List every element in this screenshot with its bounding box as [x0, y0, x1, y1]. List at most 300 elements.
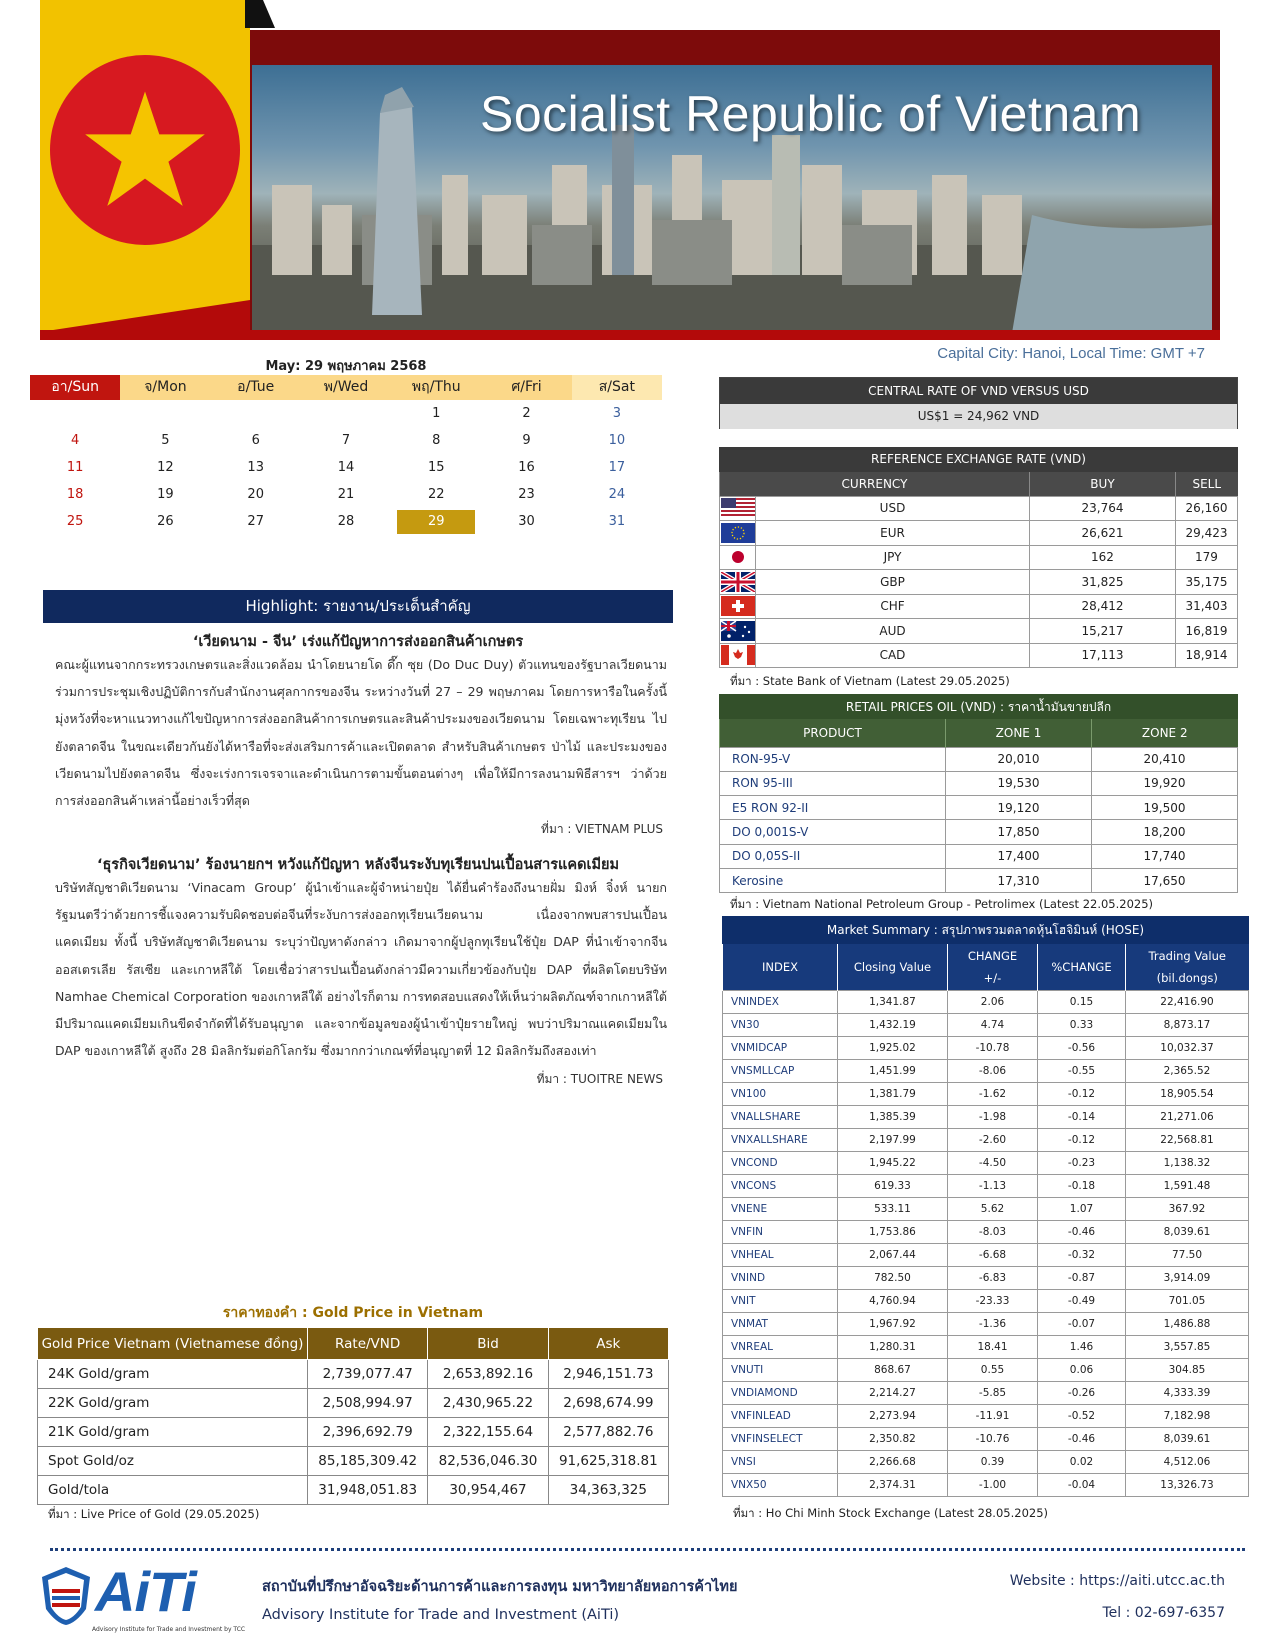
- gold-table-row: [38, 1418, 669, 1447]
- hose-index-name: VNMIDCAP: [723, 1036, 838, 1059]
- hose-cell: -0.07: [1038, 1312, 1126, 1335]
- hose-cell: 2,197.99: [838, 1128, 948, 1151]
- hose-cell: 1,138.32: [1126, 1151, 1249, 1174]
- calendar-day: 19: [157, 487, 174, 502]
- oil-header-zone2: ZONE 2: [1092, 719, 1238, 747]
- hose-cell: 5.62: [948, 1197, 1038, 1220]
- hose-index-name: VNCOND: [723, 1151, 838, 1174]
- telephone-number: Tel : 02-697-6357: [1102, 1605, 1225, 1621]
- fx-flag-cell: [720, 496, 756, 521]
- star-icon: [80, 85, 210, 215]
- hose-cell: -0.56: [1038, 1036, 1126, 1059]
- fx-currency-code: CHF: [756, 594, 1030, 619]
- hose-table-row: [723, 1082, 1249, 1105]
- hose-index-name: VNHEAL: [723, 1243, 838, 1266]
- hose-cell: -10.78: [948, 1036, 1038, 1059]
- gold-price-table: [37, 1327, 669, 1505]
- hose-cell: 2,374.31: [838, 1473, 948, 1496]
- calendar-day: 4: [71, 433, 80, 448]
- gold-cell: 2,577,882.76: [548, 1418, 668, 1447]
- gold-table-header: [38, 1328, 669, 1360]
- hose-cell: -1.00: [948, 1473, 1038, 1496]
- hose-cell: 8,039.61: [1126, 1427, 1249, 1450]
- calendar-day: [211, 400, 301, 427]
- fx-currency-code: USD: [756, 496, 1030, 521]
- fx-flag-cell: [720, 643, 756, 668]
- fx-flag-cell: [720, 570, 756, 595]
- oil-cell: 17,400: [946, 844, 1092, 868]
- fx-buy-rate: 31,825: [1029, 570, 1175, 595]
- calendar-day: 17: [608, 460, 626, 475]
- weekday-tue: อ/Tue: [211, 375, 301, 400]
- fx-table-row: [720, 521, 1238, 546]
- gold-header-ask: Ask: [548, 1328, 668, 1360]
- hose-cell: 2,273.94: [838, 1404, 948, 1427]
- hose-table-header: [723, 944, 1249, 990]
- gold-table-row: [38, 1360, 669, 1389]
- hose-table-row: [723, 1427, 1249, 1450]
- gold-cell: 22K Gold/gram: [38, 1389, 308, 1418]
- gold-cell: 82,536,046.30: [428, 1447, 548, 1476]
- hose-index-name: VNFIN: [723, 1220, 838, 1243]
- hose-cell: 1,753.86: [838, 1220, 948, 1243]
- oil-cell: 19,500: [1092, 796, 1238, 820]
- fx-buy-rate: 28,412: [1029, 594, 1175, 619]
- fx-currency-code: AUD: [756, 619, 1030, 644]
- hose-index-name: VNFINSELECT: [723, 1427, 838, 1450]
- news-source-2: ที่มา : TUOITRE NEWS: [536, 1072, 663, 1086]
- calendar-day: 6: [251, 433, 260, 448]
- calendar-day: 22: [428, 487, 445, 502]
- calendar-day: 16: [518, 460, 535, 475]
- hose-cell: 1,967.92: [838, 1312, 948, 1335]
- hose-cell: -0.49: [1038, 1289, 1126, 1312]
- hose-cell: 1.07: [1038, 1197, 1126, 1220]
- news-body-1: คณะผู้แทนจากกระทรวงเกษตรและสิ่งแวดล้อม นำโดยนายโด ดึ๊ก ซุย (Do Duc Duy) ตัวแทนของรัฐบาลเวียดนาม ร่วมการประชุมเชิงปฏิบัติการกับสำนักงานศุลกากรของจีน ระหว่างวันที่ 27 – 29 พฤษภาคม โดยการหารือในครั้งนี้มุ่งหวังที่จะหาแนวทางแก้ไขปัญหาการส่งออกสินค้าการเกษตรและสินค้าประมงของเวียดนาม โดยเฉพาะทุเรียน ไปยังตลาดจีน ในขณะเดียวกันยังได้หารือที่จะส่งเสริมการค้าและเปิดตลาด สำหรับสินค้าเกษตร ป่าไม้ และประมงของเวียดนามไปยังตลาดจีน ซึ่งจะเร่งการเจรจาและดำเนินการตามขั้นตอนต่างๆ เพื่อให้มีการลงนามพิธีสารฯ ว่าด้วยการส่งออกสินค้าเหล่านี้อย่างเร็วที่สุด: [55, 657, 667, 809]
- fx-buy-rate: 23,764: [1029, 496, 1175, 521]
- gold-price-title: ราคาทองคำ : Gold Price in Vietnam: [222, 1305, 484, 1321]
- oil-cell: Kerosine: [720, 868, 946, 892]
- oil-cell: 20,410: [1092, 747, 1238, 771]
- fx-sell-rate: 31,403: [1175, 594, 1237, 619]
- capital-time-info: Capital City: Hanoi, Local Time: GMT +7: [937, 345, 1205, 362]
- calendar-week: [30, 454, 662, 481]
- hose-index-name: VNINDEX: [723, 990, 838, 1013]
- exchange-rate-title: REFERENCE EXCHANGE RATE (VND): [719, 447, 1238, 472]
- oil-table-row: [720, 844, 1238, 868]
- hose-table-row: [723, 1151, 1249, 1174]
- aiti-logo: AiTi: [95, 1560, 196, 1623]
- organization-name-thai: สถาบันที่ปรึกษาอัจฉริยะด้านการค้าและการลงทุน มหาวิทยาลัยหอการค้าไทย: [262, 1579, 738, 1595]
- hose-header-trading-unit: (bil.dongs): [1156, 970, 1218, 985]
- hose-table-row: [723, 1220, 1249, 1243]
- fx-table-row: [720, 496, 1238, 521]
- calendar-day: 26: [157, 514, 174, 529]
- organization-name-english: Advisory Institute for Trade and Investment (AiTi): [262, 1607, 620, 1623]
- hose-cell: -1.36: [948, 1312, 1038, 1335]
- hose-table-row: [723, 1243, 1249, 1266]
- eu-flag-icon: [721, 523, 755, 543]
- flag-ribbon-fold: [245, 0, 275, 28]
- hose-cell: -0.23: [1038, 1151, 1126, 1174]
- calendar-title: May: 29 พฤษภาคม 2568: [265, 359, 427, 374]
- gold-cell: 2,653,892.16: [428, 1360, 548, 1389]
- fx-currency-code: GBP: [756, 570, 1030, 595]
- oil-source: ที่มา : Vietnam National Petroleum Group - Petrolimex (Latest 22.05.2025): [730, 897, 1154, 911]
- fx-currency-code: EUR: [756, 521, 1030, 546]
- gold-cell: 85,185,309.42: [308, 1447, 428, 1476]
- hose-table-row: [723, 1404, 1249, 1427]
- hose-table-row: [723, 1289, 1249, 1312]
- oil-table-row: [720, 796, 1238, 820]
- calendar-day: 5: [161, 433, 170, 448]
- aiti-logo-tagline: Advisory Institute for Trade and Investment by TCC: [92, 1626, 246, 1633]
- hose-cell: 10,032.37: [1126, 1036, 1249, 1059]
- hose-cell: 367.92: [1126, 1197, 1249, 1220]
- fx-sell-rate: 29,423: [1175, 521, 1237, 546]
- oil-price-section: [719, 694, 1238, 893]
- us-flag-icon: [721, 498, 755, 518]
- hose-header-change: [948, 944, 1038, 990]
- weekday-mon: จ/Mon: [120, 375, 210, 400]
- oil-header-product: PRODUCT: [720, 719, 946, 747]
- oil-table-row: [720, 771, 1238, 795]
- hose-cell: 868.67: [838, 1358, 948, 1381]
- gold-cell: Spot Gold/oz: [38, 1447, 308, 1476]
- hose-table-row: [723, 990, 1249, 1013]
- gold-cell: 2,946,151.73: [548, 1360, 668, 1389]
- hose-cell: -6.83: [948, 1266, 1038, 1289]
- hose-cell: 1,486.88: [1126, 1312, 1249, 1335]
- hose-table-row: [723, 1128, 1249, 1151]
- hose-index-name: VN100: [723, 1082, 838, 1105]
- hose-cell: 3,914.09: [1126, 1266, 1249, 1289]
- university-emblem-icon: [40, 1565, 92, 1627]
- hose-cell: -0.04: [1038, 1473, 1126, 1496]
- hose-cell: 0.06: [1038, 1358, 1126, 1381]
- hose-cell: -0.46: [1038, 1220, 1126, 1243]
- gold-table-row: [38, 1447, 669, 1476]
- calendar-day-today: 29: [397, 510, 475, 534]
- fx-buy-rate: 26,621: [1029, 521, 1175, 546]
- hose-cell: 8,039.61: [1126, 1220, 1249, 1243]
- central-rate-box: [719, 377, 1238, 429]
- hose-header-closing: Closing Value: [838, 944, 948, 990]
- weekday-thu: พฤ/Thu: [391, 375, 481, 400]
- hose-cell: 701.05: [1126, 1289, 1249, 1312]
- weekday-fri: ศ/Fri: [481, 375, 571, 400]
- fx-currency-code: JPY: [756, 545, 1030, 570]
- gold-cell: 31,948,051.83: [308, 1476, 428, 1505]
- hose-cell: 1,341.87: [838, 990, 948, 1013]
- gold-header-type: Gold Price Vietnam (Vietnamese đồng): [38, 1328, 308, 1360]
- gold-table-row: [38, 1389, 669, 1418]
- oil-cell: E5 RON 92-II: [720, 796, 946, 820]
- hose-cell: 2,266.68: [838, 1450, 948, 1473]
- calendar-day: [120, 400, 210, 427]
- hose-cell: 22,568.81: [1126, 1128, 1249, 1151]
- calendar: [30, 355, 662, 535]
- hose-cell: 1,925.02: [838, 1036, 948, 1059]
- calendar-day: 3: [612, 406, 621, 421]
- hose-cell: -0.32: [1038, 1243, 1126, 1266]
- hose-index-name: VNDIAMOND: [723, 1381, 838, 1404]
- calendar-day: 11: [66, 460, 84, 475]
- calendar-day: [301, 400, 391, 427]
- gold-header-bid: Bid: [428, 1328, 548, 1360]
- page-title: Socialist Republic of Vietnam: [480, 86, 1142, 142]
- oil-cell: 19,920: [1092, 771, 1238, 795]
- hose-cell: -8.06: [948, 1059, 1038, 1082]
- calendar-day: 30: [518, 514, 535, 529]
- calendar-day: 14: [337, 460, 355, 475]
- gold-cell: 34,363,325: [548, 1476, 668, 1505]
- hose-cell: 4,760.94: [838, 1289, 948, 1312]
- weekday-sun: อา/Sun: [30, 375, 120, 400]
- hose-cell: 21,271.06: [1126, 1105, 1249, 1128]
- hose-table-row: [723, 1312, 1249, 1335]
- oil-cell: 20,010: [946, 747, 1092, 771]
- fx-sell-rate: 16,819: [1175, 619, 1237, 644]
- hose-cell: -1.62: [948, 1082, 1038, 1105]
- hose-cell: -5.85: [948, 1381, 1038, 1404]
- hose-cell: -0.12: [1038, 1128, 1126, 1151]
- hose-cell: 2.06: [948, 990, 1038, 1013]
- hose-table-row: [723, 1266, 1249, 1289]
- gold-cell: 21K Gold/gram: [38, 1418, 308, 1447]
- calendar-week: [30, 400, 662, 427]
- uk-flag-icon: [721, 572, 755, 592]
- fx-table-row: [720, 594, 1238, 619]
- hose-cell: -0.52: [1038, 1404, 1126, 1427]
- oil-price-table: [719, 719, 1238, 893]
- fx-header-sell: SELL: [1175, 472, 1237, 496]
- fx-currency-code: CAD: [756, 643, 1030, 668]
- hose-cell: 3,557.85: [1126, 1335, 1249, 1358]
- weekday-wed: พ/Wed: [301, 375, 391, 400]
- fx-buy-rate: 162: [1029, 545, 1175, 570]
- hose-index-name: VNFINLEAD: [723, 1404, 838, 1427]
- hose-index-name: VNUTI: [723, 1358, 838, 1381]
- hose-cell: -4.50: [948, 1151, 1038, 1174]
- gold-cell: 2,322,155.64: [428, 1418, 548, 1447]
- oil-cell: DO 0,05S-II: [720, 844, 946, 868]
- news-source-1: ที่มา : VIETNAM PLUS: [541, 822, 663, 836]
- hose-header-index: INDEX: [723, 944, 838, 990]
- exchange-rate-section: [719, 447, 1238, 668]
- hose-index-name: VNXALLSHARE: [723, 1128, 838, 1151]
- calendar-day: 15: [428, 460, 445, 475]
- oil-header-zone1: ZONE 1: [946, 719, 1092, 747]
- gold-cell: 91,625,318.81: [548, 1447, 668, 1476]
- fx-sell-rate: 26,160: [1175, 496, 1237, 521]
- hose-cell: -0.55: [1038, 1059, 1126, 1082]
- gold-header-rate: Rate/VND: [308, 1328, 428, 1360]
- hose-cell: -0.26: [1038, 1381, 1126, 1404]
- calendar-week: [30, 481, 662, 508]
- fx-table-row: [720, 545, 1238, 570]
- ch-flag-icon: [721, 596, 755, 616]
- central-rate-title: CENTRAL RATE OF VND VERSUS USD: [720, 378, 1237, 404]
- gold-cell: 2,508,994.97: [308, 1389, 428, 1418]
- hose-cell: 0.15: [1038, 990, 1126, 1013]
- oil-cell: RON 95-III: [720, 771, 946, 795]
- hose-cell: -2.60: [948, 1128, 1038, 1151]
- hose-index-name: VNMAT: [723, 1312, 838, 1335]
- hose-cell: 13,326.73: [1126, 1473, 1249, 1496]
- hose-cell: 0.33: [1038, 1013, 1126, 1036]
- news-title-1: ‘เวียดนาม - จีน’ เร่งแก้ปัญหาการส่งออกสินค้าเกษตร: [192, 634, 524, 650]
- calendar-days: [30, 400, 662, 535]
- calendar-day: 1: [432, 406, 441, 421]
- hose-cell: 1,381.79: [838, 1082, 948, 1105]
- hose-cell: -1.13: [948, 1174, 1038, 1197]
- gold-source: ที่มา : Live Price of Gold (29.05.2025): [48, 1507, 260, 1521]
- hose-cell: -0.46: [1038, 1427, 1126, 1450]
- hose-table-row: [723, 1013, 1249, 1036]
- fx-table-row: [720, 570, 1238, 595]
- hose-cell: 782.50: [838, 1266, 948, 1289]
- hose-index-name: VNSMLLCAP: [723, 1059, 838, 1082]
- calendar-week: [30, 427, 662, 454]
- hose-table-row: [723, 1450, 1249, 1473]
- hose-index-name: VNALLSHARE: [723, 1105, 838, 1128]
- hose-cell: 0.55: [948, 1358, 1038, 1381]
- hose-cell: -6.68: [948, 1243, 1038, 1266]
- weekday-sat: ส/Sat: [572, 375, 662, 400]
- calendar-day: 7: [341, 433, 351, 448]
- hose-cell: 8,873.17: [1126, 1013, 1249, 1036]
- hose-cell: 1,432.19: [838, 1013, 948, 1036]
- fx-buy-rate: 15,217: [1029, 619, 1175, 644]
- hose-cell: 2,214.27: [838, 1381, 948, 1404]
- oil-cell: 19,120: [946, 796, 1092, 820]
- header-banner: [0, 0, 1275, 345]
- hose-index-name: VNENE: [723, 1197, 838, 1220]
- fx-table-row: [720, 619, 1238, 644]
- fx-header-buy: BUY: [1029, 472, 1175, 496]
- highlight-header: Highlight: รายงาน/ประเด็นสำคัญ: [43, 590, 673, 623]
- oil-price-title: RETAIL PRICES OIL (VND) : ราคาน้ำมันขายปลีก: [719, 694, 1238, 719]
- calendar-weekday-header: [30, 375, 662, 400]
- calendar-day: 18: [66, 487, 84, 502]
- fx-table-row: [720, 643, 1238, 668]
- gold-cell: 2,739,077.47: [308, 1360, 428, 1389]
- oil-cell: 19,530: [946, 771, 1092, 795]
- fx-header-currency: CURRENCY: [720, 472, 1030, 496]
- fx-table-header: [720, 472, 1238, 496]
- hose-cell: -0.12: [1038, 1082, 1126, 1105]
- hose-cell: 304.85: [1126, 1358, 1249, 1381]
- oil-cell: DO 0,001S-V: [720, 820, 946, 844]
- fx-sell-rate: 35,175: [1175, 570, 1237, 595]
- hose-index-name: VNX50: [723, 1473, 838, 1496]
- hose-cell: 1,591.48: [1126, 1174, 1249, 1197]
- oil-cell: RON-95-V: [720, 747, 946, 771]
- jp-flag-icon: [721, 547, 755, 567]
- hose-cell: -11.91: [948, 1404, 1038, 1427]
- oil-table-row: [720, 747, 1238, 771]
- gold-cell: Gold/tola: [38, 1476, 308, 1505]
- fx-flag-cell: [720, 545, 756, 570]
- calendar-day: 2: [522, 406, 531, 421]
- hose-cell: 1,280.31: [838, 1335, 948, 1358]
- calendar-day: [30, 400, 120, 427]
- news-title-2: ‘ธุรกิจเวียดนาม’ ร้องนายกฯ หวังแก้ปัญหา หลังจีนระงับทุเรียนปนเปื้อนสารแคดเมียม: [96, 857, 620, 873]
- oil-cell: 17,310: [946, 868, 1092, 892]
- hose-cell: -1.98: [948, 1105, 1038, 1128]
- hose-header-trading-label: Trading Value: [1148, 948, 1226, 963]
- hose-header-trading: [1126, 944, 1249, 990]
- hose-cell: -0.18: [1038, 1174, 1126, 1197]
- hose-cell: 1.46: [1038, 1335, 1126, 1358]
- market-summary-title: Market Summary : สรุปภาพรวมตลาดหุ้นโฮจิมินห์ (HOSE): [722, 916, 1249, 944]
- calendar-week: [30, 508, 662, 535]
- au-flag-icon: [721, 621, 755, 641]
- oil-cell: 17,850: [946, 820, 1092, 844]
- hose-cell: 2,365.52: [1126, 1059, 1249, 1082]
- calendar-day: 20: [247, 487, 264, 502]
- calendar-day: 25: [66, 514, 84, 529]
- gold-cell: 2,396,692.79: [308, 1418, 428, 1447]
- hose-index-name: VNCONS: [723, 1174, 838, 1197]
- gold-cell: 24K Gold/gram: [38, 1360, 308, 1389]
- fx-flag-cell: [720, 619, 756, 644]
- hose-cell: 18.41: [948, 1335, 1038, 1358]
- hose-table-row: [723, 1473, 1249, 1496]
- hose-table-row: [723, 1059, 1249, 1082]
- calendar-day: 27: [247, 514, 264, 529]
- hose-table-row: [723, 1335, 1249, 1358]
- fx-flag-cell: [720, 521, 756, 546]
- oil-cell: 17,740: [1092, 844, 1238, 868]
- oil-cell: 17,650: [1092, 868, 1238, 892]
- hose-header-change-label: CHANGE: [967, 948, 1018, 963]
- hose-table-row: [723, 1036, 1249, 1059]
- calendar-day: 24: [608, 487, 626, 502]
- hose-index-name: VN30: [723, 1013, 838, 1036]
- exchange-rate-table: [719, 472, 1238, 668]
- hose-cell: -8.03: [948, 1220, 1038, 1243]
- hose-table-row: [723, 1174, 1249, 1197]
- hose-cell: 4,512.06: [1126, 1450, 1249, 1473]
- hose-cell: 22,416.90: [1126, 990, 1249, 1013]
- fx-flag-cell: [720, 594, 756, 619]
- hose-index-name: VNIND: [723, 1266, 838, 1289]
- news-body-2: บริษัทสัญชาติเวียดนาม ‘Vinacam Group’ ผู้นำเข้าและผู้จำหน่ายปุ๋ย ได้ยื่นคำร้องถึงนายฝั่ม มิงห์ จิ๋งห์ นายกรัฐมนตรีว่าด้วยการชี้แจงความรับผิดชอบต่อจีนที่ระงับการส่งออกทุเรียนเวียดนาม เนื่องจากพบสารปนเปื้อนแคดเมียม ทั้งนี้ บริษัทสัญชาติเวียดนาม ระบุว่าปัญหาดังกล่าว เกิดมาจากผู้ปลูกทุเรียนใช้ปุ๋ย DAP ที่นำเข้าจากจีน ออสเตรเลีย รัสเซีย และเกาหลีใต้ โดยเชื่อว่าสารปนเปื้อนดังกล่าวมีความเกี่ยวข้องกับปุ๋ย DAP ที่ผลิตโดยบริษัท Namhae Chemical Corporation ของเกาหลีใต้ อย่างไรก็ตาม การทดสอบแสดงให้เห็นว่าผลิตภัณฑ์จากเกาหลีใต้มีปริมาณแคดเมียมเกินขีดจำกัดที่ได้รับอนุญาต และจากข้อมูลของผู้นำเข้าปุ๋ยรายใหญ่ พบว่าปริมาณแคดเมียมใน DAP ของเกาหลีใต้ สูงถึง 28 มิลลิกรัมต่อกิโลกรัม ซึ่งมากกว่าเกณฑ์ที่อนุญาตที่ 12 มิลลิกรัมถึงสองเท่า: [55, 880, 667, 1059]
- hose-cell: -23.33: [948, 1289, 1038, 1312]
- hose-cell: 1,945.22: [838, 1151, 948, 1174]
- calendar-day: 9: [522, 433, 531, 448]
- hose-table-row: [723, 1358, 1249, 1381]
- oil-cell: 18,200: [1092, 820, 1238, 844]
- calendar-day: 28: [337, 514, 355, 529]
- ca-flag-icon: [721, 645, 755, 665]
- website-link[interactable]: Website : https://aiti.utcc.ac.th: [1009, 1573, 1225, 1589]
- footer-divider: [50, 1548, 1245, 1551]
- calendar-day: 8: [432, 433, 441, 448]
- oil-table-row: [720, 868, 1238, 892]
- calendar-day: 13: [247, 460, 264, 475]
- hose-index-name: VNREAL: [723, 1335, 838, 1358]
- oil-table-row: [720, 820, 1238, 844]
- calendar-day: 12: [157, 460, 174, 475]
- gold-cell: 2,430,965.22: [428, 1389, 548, 1418]
- hose-cell: -0.14: [1038, 1105, 1126, 1128]
- gold-table-row: [38, 1476, 669, 1505]
- hose-cell: 619.33: [838, 1174, 948, 1197]
- market-summary-table: [722, 944, 1249, 1497]
